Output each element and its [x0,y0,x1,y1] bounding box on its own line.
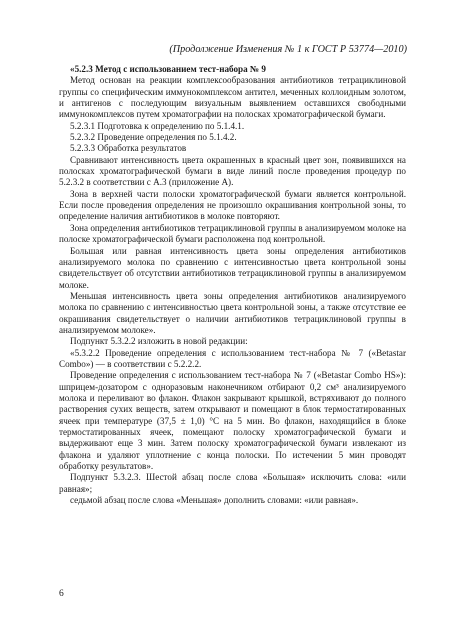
paragraph-method-description: Метод основан на реакции комплексообразования антибиотиков тетрациклиновой группы со специфическим иммунокомплексом антител, меченных коллоидным золотом, и антигенов с последующим визуальным выявлением оставшихся свободными иммунокомплексов путем хроматографии на полосках хроматографической бумаги. [59,75,406,120]
paragraph-subclause-5-3-2-2: Подпункт 5.3.2.2 изложить в новой редакции: [70,336,248,347]
paragraph-detection-zone: Зона определения антибиотиков тетрациклиновой группы в анализируемом молоке на полоске хроматографической бумаги расположена под контрольной. [59,222,406,245]
paragraph-preparation: 5.2.3.1 Подготовка к определению по 5.1.4.1. [70,120,245,131]
paragraph-procedure: 5.2.3.2 Проведение определения по 5.1.4.2. [70,132,237,143]
paragraph-subclause-5-3-2-3: Подпункт 5.3.2.3. Шестой абзац после слова «Большая» исключить слова: «или равная»; [59,472,406,494]
paragraph-results-heading: 5.2.3.3 Обработка результатов [70,143,187,154]
document-body [59,64,406,506]
page-number: 6 [59,589,64,599]
section-heading: «5.2.3 Метод с использованием тест-набора № 9 [70,64,266,74]
paragraph-seventh-paragraph: седьмой абзац после слова «Меньшая» дополнить словами: «или равная». [70,495,359,506]
paragraph-positive-result: Меньшая интенсивность цвета зоны определения антибиотиков анализируемого молока по сравнению с интенсивностью цвета контрольной зоны, а также отсутствие ее окрашивания свидетельствует о наличии антибиотиков тетрациклиновой группы в анализируемом молоке». [59,290,406,335]
running-header: (Продолжение Изменения № 1 к ГОСТ Р 53774—2010) [169,44,407,55]
paragraph-control-zone: Зона в верхней части полоски хроматографической бумаги является контрольной. Если после проведения определения не произошло окрашивания контрольной зоны, то определение наличия антибиотиков в молоке повторяют. [59,188,406,222]
paragraph-negative-result: Большая или равная интенсивность цвета зоны определения антибиотиков анализируемого молока по сравнению с интенсивностью цвета контрольной зоны свидетельствует об отсутствии антибиотиков тетрациклиновой группы в анализируемом молоке. [59,245,406,290]
paragraph-betastar-combo-hs: Проведение определения с использованием тест-набора № 7 («Betastar Combo HS»): шприцем-дозатором с одноразовым наконечником отбирают 0,2 см³ анализируемого молока и переливают во флакон. Флакон закрывают крышкой, встряхивают до полного растворения сухих веществ, затем открывают и помещают в блок термостатированных ячеек при температуре (37,5 ± 1,0) °С на 5 мин. Во флакон, находящийся в блоке термостатированных ячеек, помещают полоску хроматографической бумаги и выдерживают еще 3 мин. Затем полоску хроматографической бумаги извлекают из флакона и удаляют уплотнение с конца полоски. По истечении 5 мин проводят обработку результатов». [59,370,406,472]
paragraph-betastar-combo: «5.3.2.2 Проведение определения с использованием тест-набора № 7 («Betastar Combo») — в соответствии с 5.2.2.2. [59,347,406,369]
paragraph-compare-intensity: Сравнивают интенсивность цвета окрашенных в красный цвет зон, появившихся на полосках хроматографической бумаги в виде линий после проведения процедур по 5.2.3.2 в соответствии с А.3 (приложение А). [59,154,406,188]
